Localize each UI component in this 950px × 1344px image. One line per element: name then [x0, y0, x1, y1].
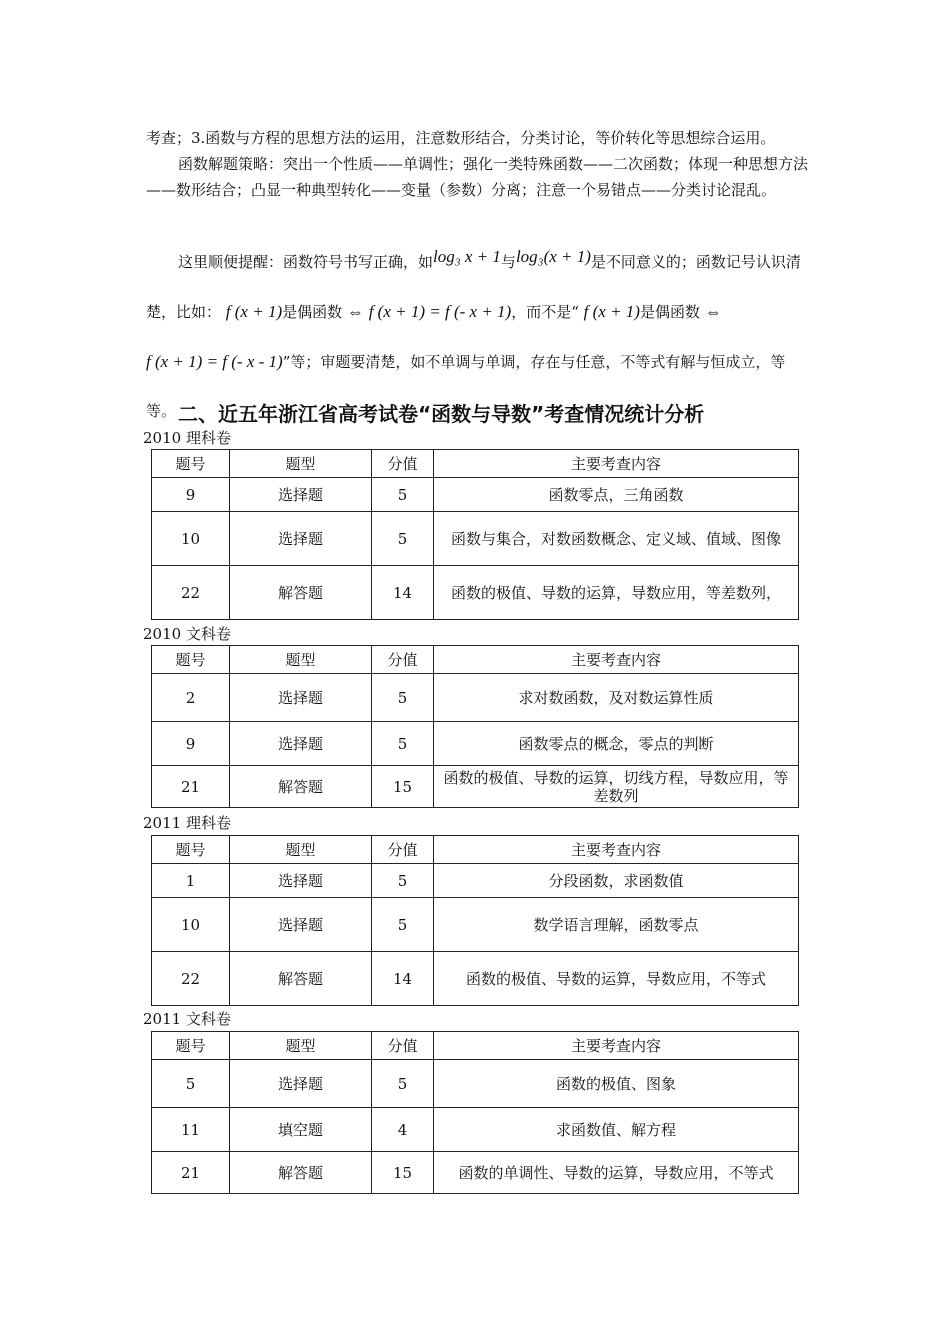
header-number: 题号 — [152, 646, 230, 674]
table-caption-2010-arts: 2010 文科卷 — [143, 625, 231, 643]
paragraph-strategy: 函数解题策略：突出一个性质——单调性；强化一类特殊函数——二次函数；体现一种思想方法——数形结合；凸显一种典型转化——变量（参数）分离；注意一个易错点——分类讨论混乱。 — [146, 155, 809, 199]
cell-number: 22 — [152, 566, 230, 620]
header-score: 分值 — [372, 1032, 434, 1060]
cell-content: 函数零点，三角函数 — [434, 478, 799, 512]
table-row — [152, 898, 799, 952]
reminder-text-2: 与 — [500, 253, 516, 271]
cell-content: 函数的单调性、导数的运算，导数应用，不等式 — [434, 1152, 799, 1194]
cell-content: 求对数函数，及对数运算性质 — [434, 674, 799, 722]
cell-score: 15 — [372, 1152, 434, 1194]
reminder-text-6: 是偶函数 — [639, 303, 700, 321]
cell-score: 5 — [372, 898, 434, 952]
table-row — [152, 1060, 799, 1108]
cell-number: 21 — [152, 766, 230, 808]
cell-number: 22 — [152, 952, 230, 1006]
cell-number: 21 — [152, 1152, 230, 1194]
header-score: 分值 — [372, 836, 434, 864]
cell-score: 5 — [372, 1060, 434, 1108]
cell-type: 填空题 — [230, 1108, 372, 1152]
cell-type: 选择题 — [230, 1060, 372, 1108]
table-row — [152, 1152, 799, 1194]
header-score: 分值 — [372, 646, 434, 674]
reminder-text-4: 是偶函数 — [282, 303, 343, 321]
cell-score: 14 — [372, 952, 434, 1006]
cell-score: 5 — [372, 478, 434, 512]
math-f-1: f (x + 1) — [225, 302, 283, 321]
cell-number: 11 — [152, 1108, 230, 1152]
cell-score: 14 — [372, 566, 434, 620]
table-2010-science — [151, 449, 799, 620]
cell-score: 4 — [372, 1108, 434, 1152]
reminder-text-3: 是不同意义的；函数记号认识清楚，比如： — [146, 253, 801, 321]
cell-score: 5 — [372, 864, 434, 898]
cell-content: 函数与集合，对数函数概念、定义域、值域、图像 — [434, 512, 799, 566]
header-score: 分值 — [372, 450, 434, 478]
header-number: 题号 — [152, 836, 230, 864]
cell-type: 选择题 — [230, 722, 372, 766]
table-caption-2010-science: 2010 理科卷 — [143, 429, 231, 447]
cell-content: 函数的极值、导数的运算，切线方程，导数应用，等差数列 — [434, 766, 799, 808]
header-type: 题型 — [230, 1032, 372, 1060]
section-heading: 二、近五年浙江省高考试卷“函数与导数”考查情况统计分析 — [178, 402, 705, 426]
table-caption-2011-arts: 2011 文科卷 — [143, 1010, 231, 1028]
cell-number: 9 — [152, 722, 230, 766]
table-row — [152, 1108, 799, 1152]
table-caption-2011-science: 2011 理科卷 — [143, 814, 231, 832]
cell-number: 10 — [152, 512, 230, 566]
math-log-2: log₃(x + 1) — [515, 247, 591, 266]
table-header-row — [152, 1032, 799, 1060]
header-content: 主要考查内容 — [434, 1032, 799, 1060]
header-type: 题型 — [230, 646, 372, 674]
cell-number: 1 — [152, 864, 230, 898]
cell-score: 5 — [372, 512, 434, 566]
header-content: 主要考查内容 — [434, 646, 799, 674]
table-row — [152, 478, 799, 512]
table-header-row — [152, 836, 799, 864]
cell-content: 函数的极值、图象 — [434, 1060, 799, 1108]
cell-type: 解答题 — [230, 1152, 372, 1194]
table-2011-science — [151, 835, 799, 1006]
math-iff-1: ⇔ — [346, 302, 364, 321]
cell-number: 2 — [152, 674, 230, 722]
cell-type: 解答题 — [230, 566, 372, 620]
cell-content: 求函数值、解方程 — [434, 1108, 799, 1152]
cell-type: 选择题 — [230, 898, 372, 952]
math-iff-2: ⇔ — [704, 302, 722, 321]
math-log-1: log₃ x + 1 — [433, 247, 501, 266]
table-row — [152, 512, 799, 566]
reminder-text-7: ”等；审题要清楚，如不单调与单调，存在与任意，不等式有解与恒成立，等等。 — [146, 353, 786, 420]
cell-number: 5 — [152, 1060, 230, 1108]
cell-content: 分段函数，求函数值 — [434, 864, 799, 898]
reminder-text-5: ，而不是“ — [511, 303, 579, 321]
header-number: 题号 — [152, 450, 230, 478]
header-content: 主要考查内容 — [434, 836, 799, 864]
math-equation-1: f (x + 1) = f (- x + 1) — [368, 302, 512, 321]
header-number: 题号 — [152, 1032, 230, 1060]
cell-type: 选择题 — [230, 864, 372, 898]
cell-type: 解答题 — [230, 766, 372, 808]
table-row — [152, 864, 799, 898]
cell-type: 选择题 — [230, 674, 372, 722]
cell-content: 函数的极值、导数的运算，导数应用，不等式 — [434, 952, 799, 1006]
paragraph-thinking-methods: 考查；3.函数与方程的思想方法的运用，注意数形结合，分类讨论，等价转化等思想综合运用。 — [146, 129, 776, 147]
cell-type: 解答题 — [230, 952, 372, 1006]
cell-number: 10 — [152, 898, 230, 952]
table-row — [152, 766, 799, 808]
cell-score: 15 — [372, 766, 434, 808]
table-header-row — [152, 646, 799, 674]
header-type: 题型 — [230, 836, 372, 864]
cell-type: 选择题 — [230, 512, 372, 566]
cell-type: 选择题 — [230, 478, 372, 512]
table-row — [152, 566, 799, 620]
header-type: 题型 — [230, 450, 372, 478]
table-row — [152, 722, 799, 766]
table-header-row — [152, 450, 799, 478]
cell-score: 5 — [372, 722, 434, 766]
table-row — [152, 952, 799, 1006]
math-equation-2: f (x + 1) = f (- x - 1) — [146, 352, 283, 371]
cell-score: 5 — [372, 674, 434, 722]
table-2010-arts — [151, 645, 799, 808]
cell-number: 9 — [152, 478, 230, 512]
reminder-text-1: 这里顺便提醒：函数符号书写正确，如 — [178, 253, 434, 271]
header-content: 主要考查内容 — [434, 450, 799, 478]
table-row — [152, 674, 799, 722]
cell-content: 数学语言理解，函数零点 — [434, 898, 799, 952]
cell-content: 函数的极值、导数的运算，导数应用，等差数列， — [434, 566, 799, 620]
table-2011-arts — [151, 1031, 799, 1194]
cell-content: 函数零点的概念，零点的判断 — [434, 722, 799, 766]
math-f-2: f (x + 1) — [583, 302, 640, 321]
